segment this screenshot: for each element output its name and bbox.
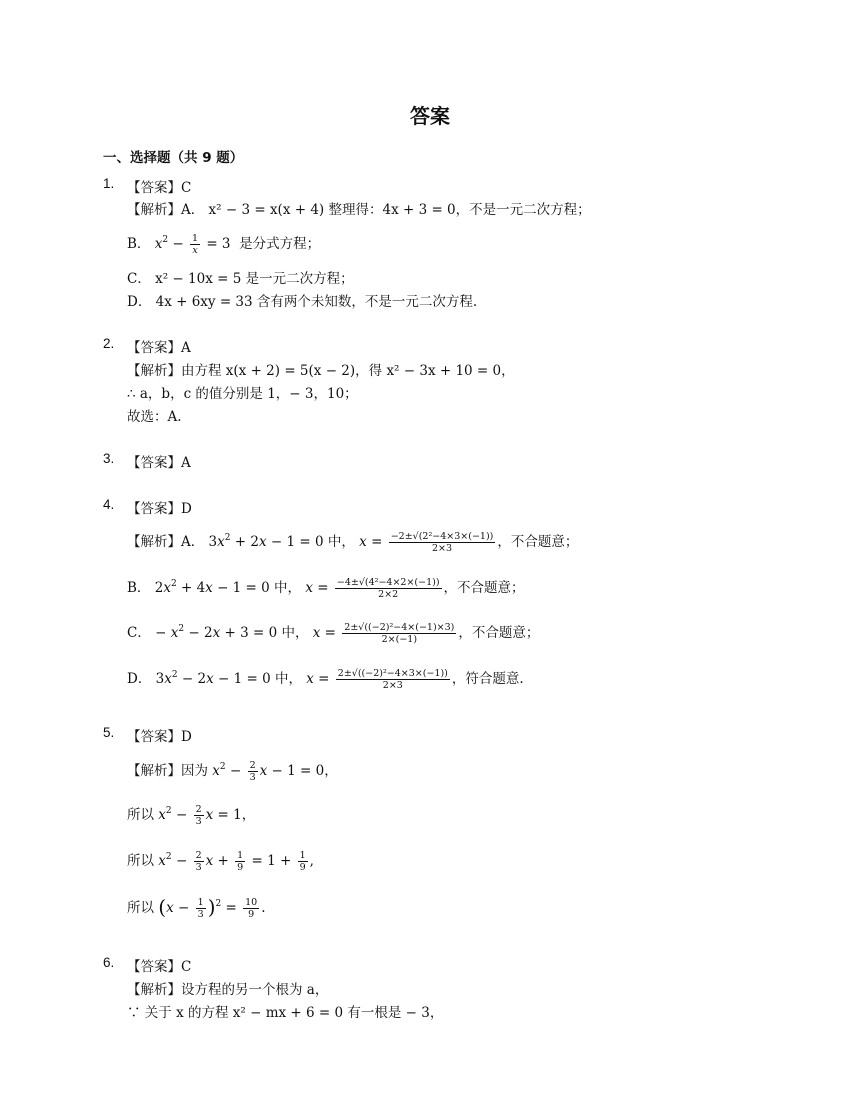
analysis-line: C． x² − 10x = 5 是一元二次方程；: [127, 271, 354, 287]
analysis-line: 【解析】设方程的另一个根为 a，: [127, 982, 329, 998]
analysis-line-4d: D． $3x^2 - 2x - 1 = 0$ 中， x = $\frac{\text{2±√((−2)²−4×3×(−1))}}{2\times 3}$ ，符合题意.: [127, 668, 524, 691]
answer-line: 【答案】D: [127, 729, 192, 745]
analysis-line-b-text: 是分式方程；: [239, 236, 321, 252]
analysis-line-4a: 【解析】A． $3x^2 + 2x - 1 = 0$ 中， x = $\frac{\text{−2±√(2²−4×3×(−1))}}{2\times 3}$ ，不合题意；: [127, 531, 579, 554]
analysis-line-4c: C． − $x^2 - 2x + 3 = 0$ 中， x = $\frac{\text{2±√((−2)²−4×(−1)×3)}}{2\times(-1)}$ ，不合题意；: [127, 622, 540, 645]
analysis-line-5c: 所以 $x^2$ − $\frac{2}{3}$ x + $\frac{1}{9}$ = 1 + $\frac{1}{9}$ ,: [127, 850, 314, 873]
question-number: 2.: [103, 336, 115, 351]
answer-line: 【答案】D: [127, 501, 192, 517]
analysis-line: D． 4x + 6xy = 33 含有两个未知数，不是一元二次方程.: [127, 294, 478, 310]
page-title: 答案: [410, 104, 450, 128]
question-number: 6.: [103, 955, 115, 970]
question-number: 5.: [103, 725, 115, 740]
question-number: 4.: [103, 497, 115, 512]
analysis-line: 故选：A.: [127, 409, 182, 425]
analysis-line-5b: 所以 $x^2$ − $\frac{2}{3}$ x = 1，: [127, 804, 256, 827]
answer-line: 【答案】C: [127, 180, 192, 196]
analysis-line: 【解析】A． x² − 3 = x(x + 4) 整理得：4x + 3 = 0，不是一元二次方程；: [127, 202, 591, 218]
analysis-line: ∴ a，b，c 的值分别是 1，− 3，10；: [127, 386, 358, 402]
analysis-line: 【解析】由方程 x(x + 2) = 5(x − 2)，得 x² − 3x + 10 = 0，: [127, 363, 515, 379]
analysis-line-5d: 所以 (x − $\frac{1}{3}$ )$^2$ = $\frac{10}{9}$ .: [127, 895, 266, 920]
answer-line: 【答案】C: [127, 959, 192, 975]
analysis-line-4b: B． $2x^2 + 4x - 1 = 0$ 中， x = $\frac{\text{−4±√(4²−4×2×(−1))}}{2\times 2}$ ，不合题意；: [127, 577, 525, 600]
answer-line: 【答案】A: [127, 455, 191, 471]
analysis-line-b: B． $x^2$ − $\frac{1}{x}$ = 3 是分式方程；: [127, 233, 321, 256]
question-number: 1.: [103, 176, 115, 191]
analysis-line: ∵ 关于 x 的方程 x² − mx + 6 = 0 有一根是 − 3，: [127, 1005, 444, 1021]
analysis-line-5a: 【解析】因为 $x^2$ − $\frac{2}{3}$ x − 1 = 0，: [127, 760, 338, 783]
section-heading: 一、选择题（共 9 题）: [103, 150, 244, 166]
question-number: 3.: [103, 451, 115, 466]
answer-line: 【答案】A: [127, 340, 191, 356]
